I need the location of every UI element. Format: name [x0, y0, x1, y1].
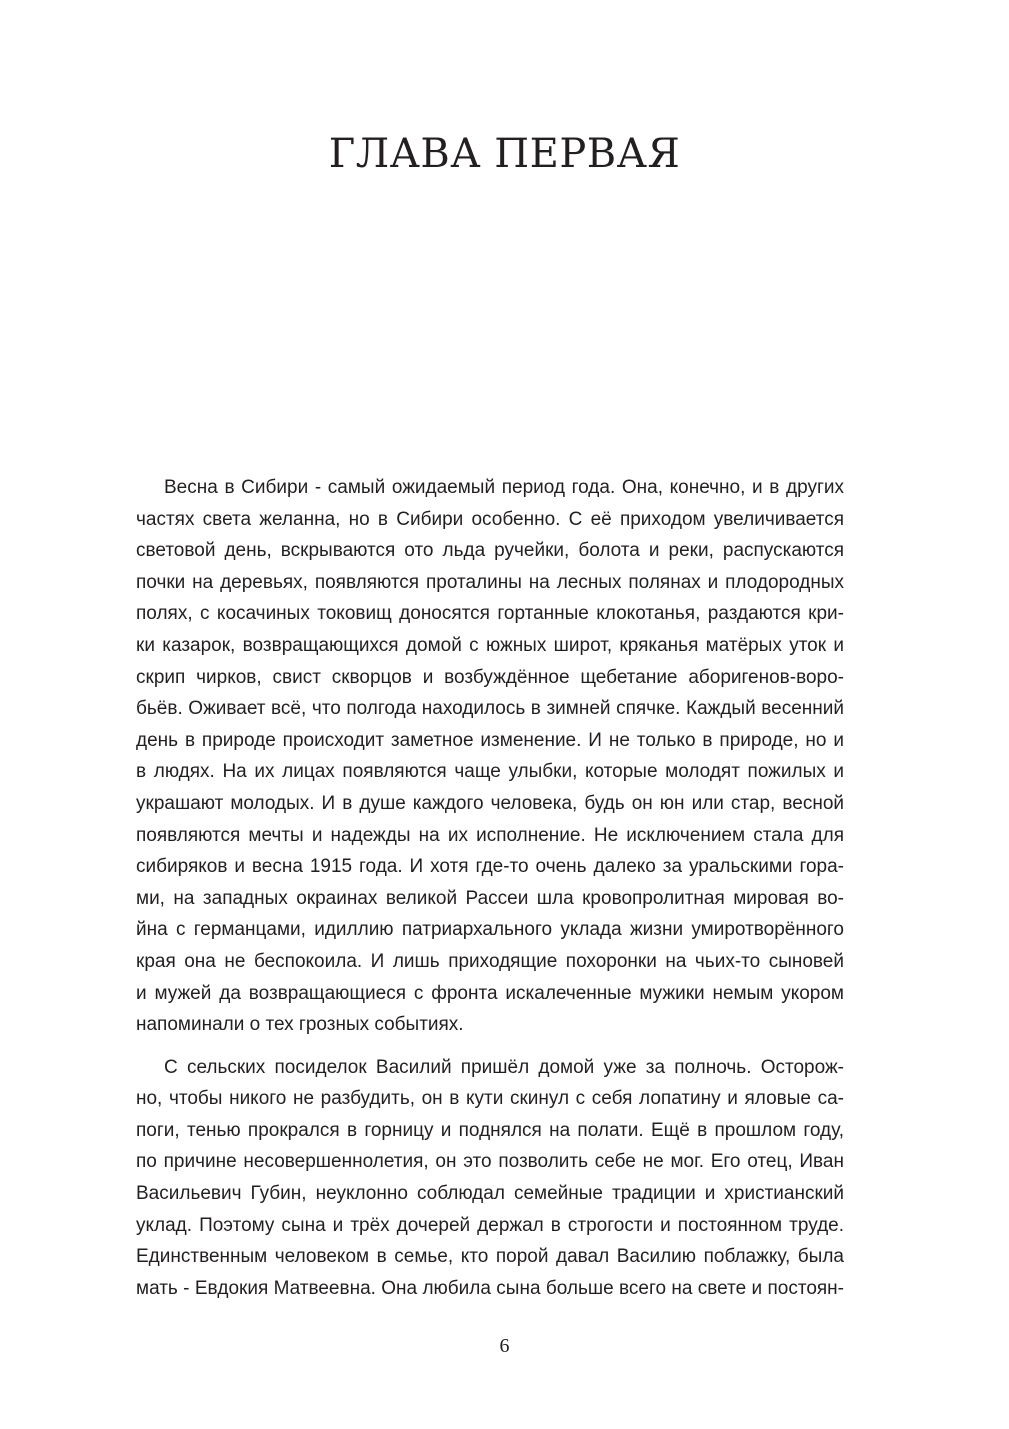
text-line: но, чтобы никого не разбудить, он в кути скинул с себя лопатину и яловые са- [136, 1088, 844, 1110]
text-line: ки казарок, возвращающихся домой с южных широт, кряканья матёрых уток и [136, 634, 844, 656]
text-line: Единственным человеком в семье, кто порой давал Василию поблажку, была [136, 1246, 844, 1268]
text-line: ми, на западных окраинах великой Рассеи шла кровопролитная мировая во- [136, 887, 844, 909]
text-line: день в природе происходит заметное изменение. И не только в природе, но и [136, 729, 844, 751]
text-line: С сельских посиделок Василий пришёл домой уже за полночь. Осторож- [164, 1056, 844, 1078]
text-line: сибиряков и весна 1915 года. И хотя где-то очень далеко за уральскими гора- [136, 856, 844, 878]
text-line: полях, с косачиных токовищ доносятся гортанные клокотанья, раздаются кри- [136, 603, 844, 625]
text-line: частях света желанна, но в Сибири особенно. С её приходом увеличивается [136, 508, 844, 530]
text-line: бьёв. Оживает всё, что полгода находилось в зимней спячке. Каждый весенний [136, 698, 844, 720]
paragraph-spacer [136, 1041, 844, 1052]
chapter-title: ГЛАВА ПЕРВАЯ [328, 131, 681, 177]
text-line: и мужей да возвращающиеся с фронта искалеченные мужики немым укором [136, 982, 844, 1004]
text-line: в людях. На их лицах появляются чаще улыбки, которые молодят пожилых и [136, 761, 844, 783]
paragraph [136, 1052, 844, 1305]
text-line: йна с германцами, идиллию патриархального уклада жизни умиротворённого [136, 919, 844, 941]
page-number: 6 [499, 1335, 510, 1357]
text-line: поги, тенью прокрался в горницу и поднялся на полати. Ещё в прошлом году, [136, 1119, 844, 1141]
text-line: появляются мечты и надежды на их исполнение. Не исключением стала для [136, 824, 844, 846]
text-line: почки на деревьях, появляются проталины на лесных полянах и плодородных [136, 571, 844, 593]
text-line: Весна в Сибири - самый ожидаемый период года. Она, конечно, и в других [164, 477, 844, 498]
chapter-body [136, 472, 844, 1304]
text-line: края она не беспокоила. И лишь приходящие похоронки на чьих-то сыновей [136, 950, 844, 972]
text-line: световой день, вскрываются ото льда ручейки, болота и реки, распускаются [136, 540, 844, 562]
paragraph [136, 472, 844, 1041]
text-line: по причине несовершеннолетия, он это позволить себе не мог. Его отец, Иван [136, 1151, 844, 1173]
text-line: мать - Евдокия Матвеевна. Она любила сына больше всего на свете и постоян- [136, 1277, 844, 1299]
text-line: скрип чирков, свист скворцов и возбуждённое щебетание аборигенов-воро- [136, 666, 844, 688]
text-line: уклад. Поэтому сына и трёх дочерей держал в строгости и постоянном труде. [136, 1214, 844, 1236]
text-line: украшают молодых. И в душе каждого человека, будь он юн или стар, весной [136, 792, 844, 814]
text-line: Васильевич Губин, неуклонно соблюдал семейные традиции и христианский [136, 1183, 844, 1205]
text-line: напоминали о тех грозных событиях. [136, 1014, 464, 1036]
